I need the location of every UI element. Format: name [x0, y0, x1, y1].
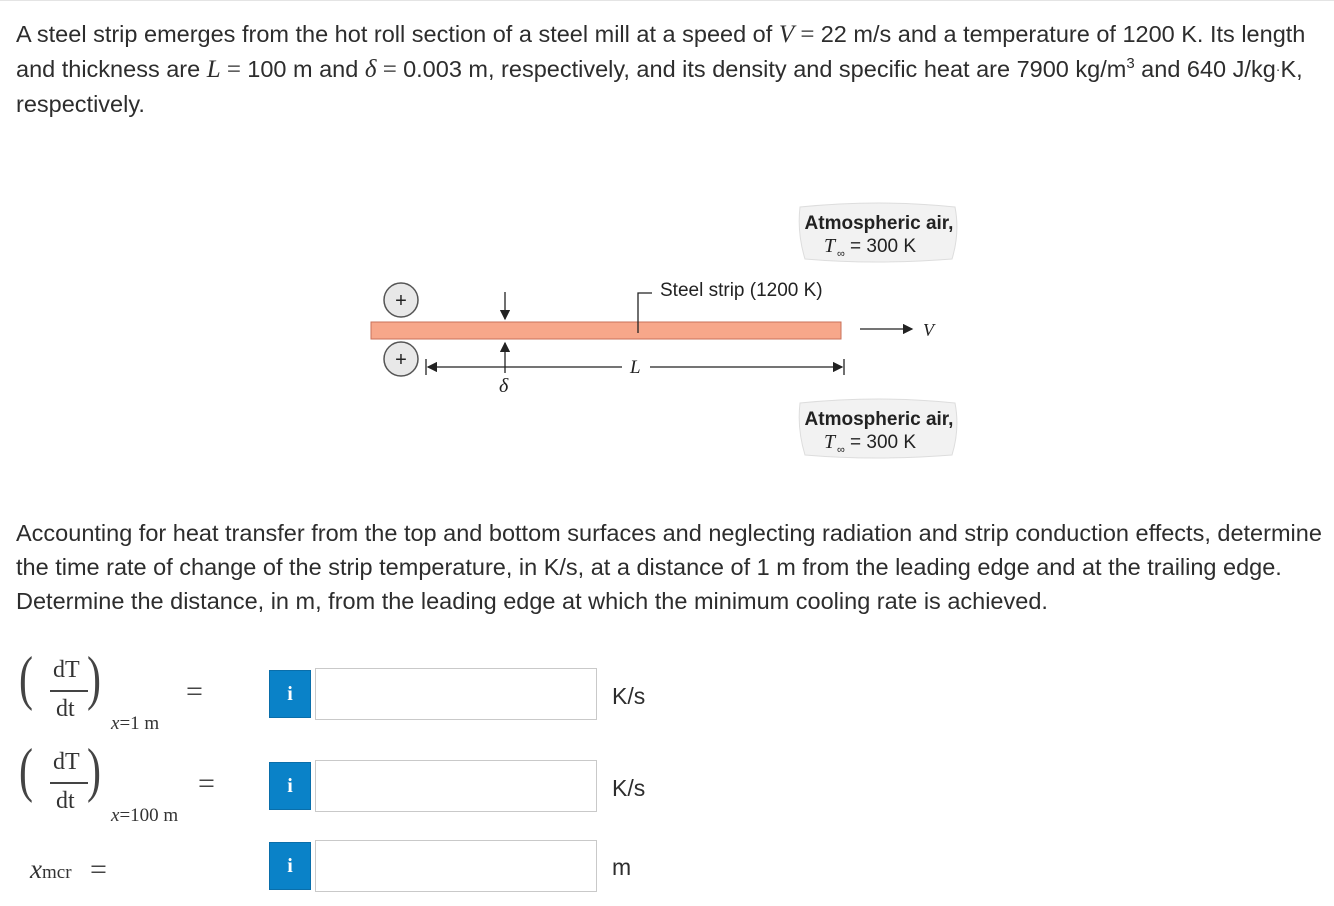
subscript-var: x — [111, 713, 120, 734]
fraction-denominator: dt — [56, 788, 75, 814]
var-delta: δ — [364, 56, 377, 83]
right-paren: ) — [86, 737, 101, 803]
equals-sign: = — [376, 56, 404, 83]
statement-text: and 640 J/kg — [1134, 56, 1276, 82]
right-paren: ) — [86, 645, 101, 711]
length-label: L — [630, 357, 641, 378]
rate-at-trailing-edge-input[interactable] — [315, 760, 597, 812]
equals-sign: = — [186, 675, 203, 708]
statement-text: K, respectively. — [16, 56, 1303, 117]
answer-row-xmcr — [0, 838, 700, 898]
unit-label: K/s — [612, 775, 646, 801]
info-button[interactable]: i — [269, 842, 311, 890]
subscript-value: =1 m — [119, 713, 160, 734]
equals-sign: = — [794, 21, 821, 48]
bottom-air-badge — [799, 399, 957, 458]
statement-text: A steel strip emerges from the hot roll section of a steel mill at a speed of — [16, 21, 779, 47]
bottom-air-temp: = 300 K — [850, 432, 917, 453]
top-air-label: Atmospheric air, — [804, 213, 954, 234]
steel-strip-figure — [360, 195, 980, 475]
bottom-roller — [384, 342, 418, 376]
fraction-numerator: dT — [53, 657, 80, 683]
statement-text: 0.003 m, respectively, and its density and specific heat are 7900 kg/m — [403, 56, 1127, 82]
equals-sign: = — [220, 56, 248, 83]
problem-statement — [16, 17, 1326, 121]
var-l: L — [206, 56, 221, 83]
subscript-x100 — [111, 805, 178, 827]
velocity-label: V — [923, 320, 934, 340]
unit-label: m — [612, 854, 632, 880]
superscript-3: 3 — [1126, 55, 1135, 73]
bottom-air-inf: ∞ — [837, 444, 845, 456]
equals-sign: = — [198, 767, 215, 800]
bottom-air-label: Atmospheric air, — [804, 409, 954, 430]
xmcr-symbol — [30, 854, 72, 885]
unit-label: K/s — [612, 683, 646, 709]
delta-label: δ — [499, 375, 509, 397]
top-air-t: T — [824, 235, 836, 257]
min-cooling-distance-input[interactable] — [315, 840, 597, 892]
top-roller — [384, 283, 418, 317]
top-air-inf: ∞ — [837, 248, 845, 260]
fraction-denominator: dt — [56, 696, 75, 722]
fraction-bar — [50, 690, 88, 692]
strip-label: Steel strip (1200 K) — [660, 280, 823, 301]
top-air-temp: = 300 K — [850, 236, 917, 257]
plus-icon: + — [395, 349, 407, 371]
top-air-badge — [799, 203, 957, 262]
answer-row-100m — [0, 737, 700, 826]
statement-text: 100 m and — [247, 56, 365, 82]
equals-sign: = — [90, 853, 107, 886]
info-button[interactable]: i — [269, 670, 311, 718]
bottom-air-t: T — [824, 431, 836, 453]
subscript-value: =100 m — [119, 805, 179, 826]
fraction-bar — [50, 782, 88, 784]
multiply-dot: · — [1275, 61, 1281, 77]
var-v: V — [778, 21, 795, 48]
subscript-x1 — [111, 713, 159, 735]
xmcr-var: x — [30, 854, 42, 884]
rate-at-1m-input[interactable] — [315, 668, 597, 720]
left-paren: ( — [18, 645, 33, 711]
top-divider — [0, 0, 1334, 1]
subscript-var: x — [111, 805, 120, 826]
statement-text: 22 m/s and a temperature of 1200 K. Its length and thickness are — [16, 21, 1306, 82]
xmcr-subscript: mcr — [41, 862, 72, 883]
left-paren: ( — [18, 737, 33, 803]
info-button[interactable]: i — [269, 762, 311, 810]
steel-strip — [371, 322, 841, 339]
plus-icon: + — [395, 290, 407, 312]
answer-row-1m — [0, 645, 700, 734]
question-text: Accounting for heat transfer from the top and bottom surfaces and neglecting radiation and strip conduction effects, determine the time rate of change of the strip temperature, in K/s, at a distance of 1 m from the leading edge and at the trailing edge. Determine the distance, in m, from the leading edge at which the minimum cooling rate is achieved. — [16, 520, 1322, 614]
fraction-numerator: dT — [53, 749, 80, 775]
